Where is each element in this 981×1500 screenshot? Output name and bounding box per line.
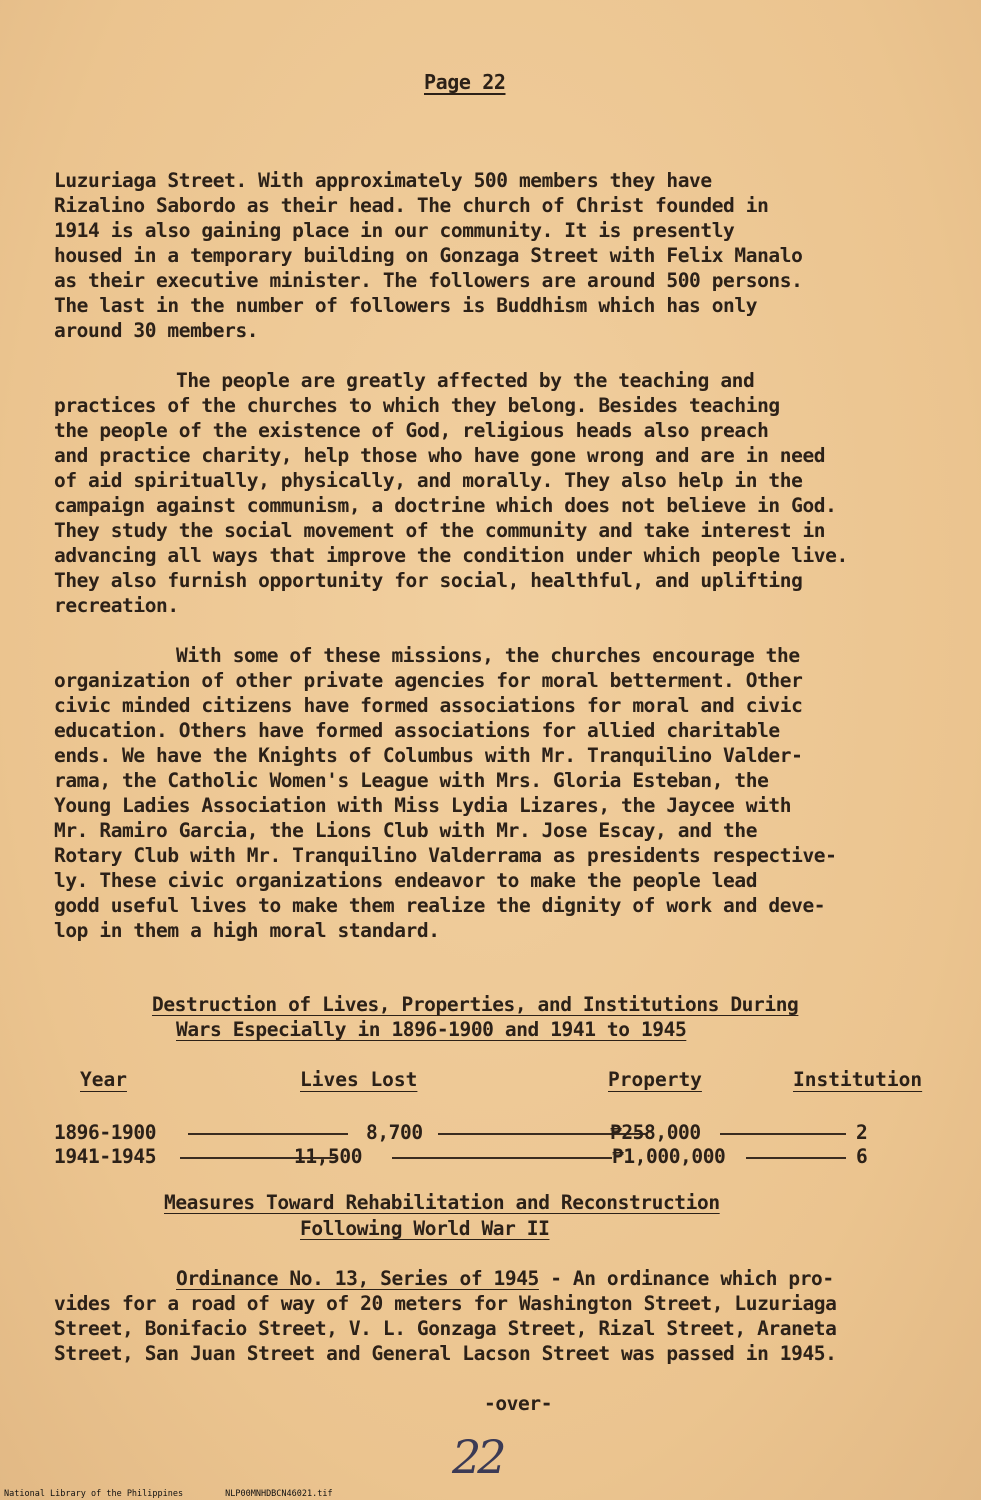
text-line: around 30 members.	[54, 319, 259, 342]
leader-dash	[746, 1157, 846, 1159]
text-line: ends. We have the Knights of Columbus with Mr. Tranquilino Valder-	[54, 744, 803, 767]
text-line: advancing all ways that improve the condition under which people live.	[54, 544, 848, 567]
text-line: the people of the existence of God, religious heads also preach	[54, 419, 769, 442]
text-line: civic minded citizens have formed associations for moral and civic	[54, 694, 803, 717]
destruction-title-line-2: Wars Especially in 1896-1900 and 1941 to 1945	[176, 1018, 687, 1041]
over-note: -over-	[484, 1392, 553, 1415]
text-line: Street, San Juan Street and General Lacson Street was passed in 1945.	[54, 1342, 837, 1365]
text-line: housed in a temporary building on Gonzaga Street with Felix Manalo	[54, 244, 803, 267]
text-line: godd useful lives to make them realize the dignity of work and deve-	[54, 894, 826, 917]
destruction-title-line-1: Destruction of Lives, Properties, and Institutions During	[152, 993, 799, 1016]
ordinance-paragraph	[54, 1266, 836, 1366]
cell-year: 1896-1900	[54, 1121, 157, 1144]
measures-title-line-1: Measures Toward Rehabilitation and Reconstruction	[164, 1191, 720, 1214]
column-header-lives-lost: Lives Lost	[300, 1068, 418, 1091]
text-line	[54, 1266, 836, 1291]
text-line: ly. These civic organizations endeavor to make the people lead	[54, 869, 758, 892]
cell-lives: 8,700	[366, 1121, 423, 1144]
cell-year: 1941-1945	[54, 1145, 157, 1168]
column-header-year: Year	[80, 1068, 127, 1091]
paragraph-3	[54, 643, 836, 943]
text-line: The people are greatly affected by the teaching and	[176, 369, 755, 392]
text-line: recreation.	[54, 594, 179, 617]
text-line: lop in them a high moral standard.	[54, 919, 440, 942]
ordinance-title: Ordinance No. 13, Series of 1945	[176, 1267, 539, 1290]
library-name: National Library of the Philippines	[4, 1489, 184, 1499]
text-line: 1914 is also gaining place in our community. It is presently	[54, 219, 735, 242]
page-title: Page 22	[424, 70, 506, 94]
text-line: Mr. Ramiro Garcia, the Lions Club with Mr. Jose Escay, and the	[54, 819, 758, 842]
text-line: of aid spiritually, physically, and morally. They also help in the	[54, 469, 803, 492]
ordinance-intro: - An ordinance which pro-	[538, 1267, 834, 1290]
text-line: They also furnish opportunity for social, healthful, and uplifting	[54, 569, 803, 592]
text-line: and practice charity, help those who have gone wrong and are in need	[54, 444, 826, 467]
text-line: campaign against communism, a doctrine which does not believe in God.	[54, 494, 837, 517]
column-header-institution: Institution	[793, 1068, 923, 1091]
cell-property: ₱258,000	[610, 1121, 701, 1144]
cell-lives: 11,500	[294, 1145, 363, 1168]
cell-institution: 2	[856, 1121, 868, 1144]
file-id: NLP00MNHDBCN46021.tif	[225, 1489, 333, 1499]
text-line: The last in the number of followers is Buddhism which has only	[54, 294, 758, 317]
text-line: Rizalino Sabordo as their head. The church of Christ founded in	[54, 194, 769, 217]
scan-footer	[4, 1489, 333, 1499]
leader-dash	[720, 1133, 846, 1135]
paragraph-2	[54, 368, 848, 618]
text-line: Luzuriaga Street. With approximately 500 members they have	[54, 169, 712, 192]
text-line: With some of these missions, the churches encourage the	[176, 644, 800, 667]
handwritten-page-number: 22	[452, 1430, 503, 1484]
column-header-property: Property	[608, 1068, 702, 1091]
text-line: Street, Bonifacio Street, V. L. Gonzaga Street, Rizal Street, Araneta	[54, 1317, 837, 1340]
measures-title-line-2: Following World War II	[300, 1217, 550, 1240]
cell-institution: 6	[856, 1145, 868, 1168]
text-line: rama, the Catholic Women's League with Mrs. Gloria Esteban, the	[54, 769, 769, 792]
text-line: education. Others have formed associations for allied charitable	[54, 719, 780, 742]
text-line: Young Ladies Association with Miss Lydia Lizares, the Jaycee with	[54, 794, 792, 817]
leader-dash	[188, 1133, 348, 1135]
cell-property: ₱1,000,000	[612, 1145, 726, 1168]
leader-dash	[392, 1157, 612, 1159]
paragraph-1	[54, 168, 802, 343]
text-line: Rotary Club with Mr. Tranquilino Valderrama as presidents respective-	[54, 844, 837, 867]
text-line: They study the social movement of the community and take interest in	[54, 519, 826, 542]
text-line: practices of the churches to which they belong. Besides teaching	[54, 394, 780, 417]
text-line: vides for a road of way of 20 meters for Washington Street, Luzuriaga	[54, 1292, 837, 1315]
text-line: as their executive minister. The followers are around 500 persons.	[54, 269, 803, 292]
text-line: organization of other private agencies for moral betterment. Other	[54, 669, 803, 692]
